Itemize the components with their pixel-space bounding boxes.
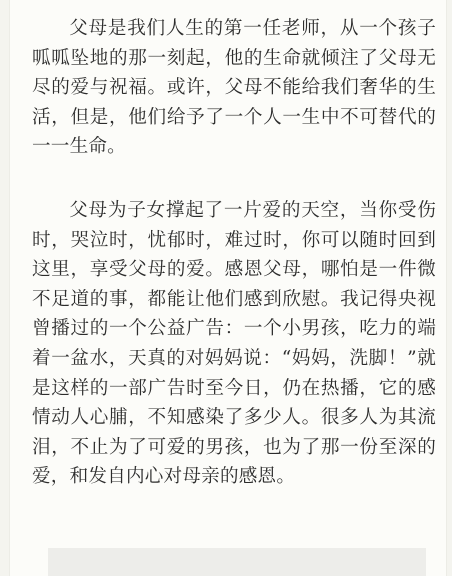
bottom-shaded-block bbox=[48, 548, 426, 576]
paragraph-2: 父母为子女撑起了一片爱的天空，当你受伤时，哭泣时，忧郁时，难过时，你可以随时回到这里，享受父母的爱。感恩父母，哪怕是一件微不足道的事，都能让他们感到欣慰。我记得央视曾播过的一个公益广告：一个小男孩，吃力的端着一盆水，天真的对妈妈说：“妈妈，洗脚！”就是这样的一部广告时至今日，仍在热播，它的感情动人心脯，不知感染了多少人。很多人为其流泪，不止为了可爱的男孩，也为了那一份至深的爱，和发自内心对母亲的感恩。 bbox=[32, 200, 436, 488]
paragraph-1: 父母是我们人生的第一任老师，从一个孩子呱呱坠地的那一刻起，他的生命就倾注了父母无尽的爱与祝福。或许，父母不能给我们奢华的生活，但是，他们给予了一个人一生中不可替代的一一生命。 bbox=[32, 18, 436, 158]
document-page bbox=[9, 0, 447, 576]
